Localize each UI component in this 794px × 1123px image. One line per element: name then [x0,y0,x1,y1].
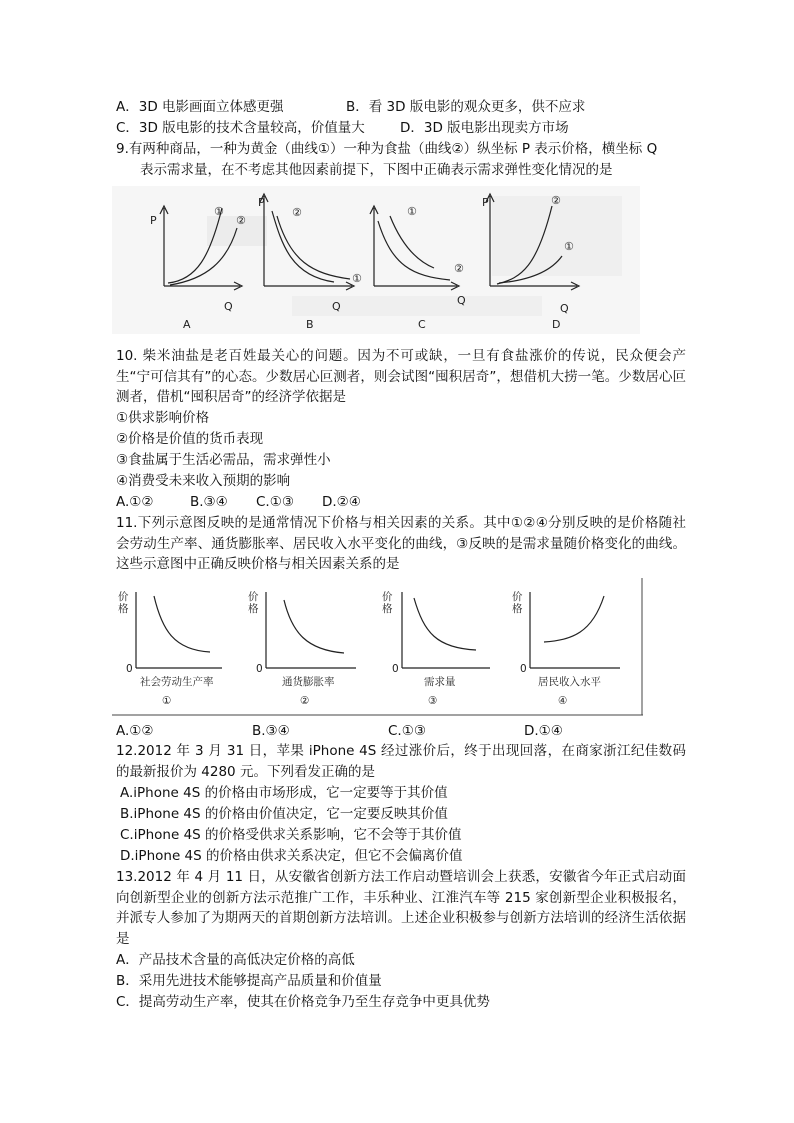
q12-option-d: D.iPhone 4S 的价格由供求关系决定，但它不会偏离价值 [120,848,463,864]
q11-price-figure [112,578,644,716]
q9-a-ylabel: P [150,214,157,227]
q8-option-a: A．3D 电影画面立体感更强 [116,99,284,115]
q10-option-a: A.①② [116,494,154,510]
q11-panel-2 [266,592,356,668]
q9-a-letter: A [183,318,191,331]
q11-option-b: B.③④ [252,723,290,739]
q9-b-curve2: ① [352,272,362,285]
q9-stem-line1: 9.有两种商品，一种为黄金（曲线①）一种为食盐（曲线②）纵坐标 P 表示价格，横坐标 Q [116,141,658,157]
q13-stem: 13.2012 年 4 月 11 日，从安徽省创新方法工作启动暨培训会上获悉，安徽省今年正式启动面向创新型企业的创新方法示范推广工作，丰乐种业、江淮汽车等 215 家创新型企业积极报名，并派专人参加了为期两天的首期创新方法培训。上述企业积极参与创新方法培训的经济生活依据是 [116,869,686,947]
q10-item-4: ④消费受未来收入预期的影响 [116,473,291,489]
q9-a-xlabel: Q [224,300,233,313]
q9-d-ylabel: P [482,196,489,209]
q13-option-a: A．产品技术含量的高低决定价格的高低 [116,952,355,968]
q9-c-letter: C [418,318,426,331]
q9-d-xlabel: Q [560,302,569,315]
q9-c-curve1: ① [407,205,417,218]
q10-item-3: ③食盐属于生活必需品，需求弹性小 [116,452,331,468]
q9-a-curve2: ② [236,214,246,227]
q9-c-curve2: ② [454,262,464,275]
q11-p1-num: ① [162,695,172,707]
q11-p1-xlabel: 社会劳动生产率 [140,676,214,688]
q12-option-c: C.iPhone 4S 的价格受供求关系影响，它不会等于其价值 [120,827,462,843]
q13-option-c: C．提高劳动生产率，使其在价格竞争乃至生存竞争中更具优势 [116,994,490,1010]
q11-p3-xlabel: 需求量 [424,676,456,688]
q11-option-c: C.①③ [388,723,426,739]
q11-p3-ylabel-top: 价 [382,591,393,603]
q9-b-ylabel: P [258,196,265,209]
q12-stem: 12.2012 年 3 月 31 日，苹果 iPhone 4S 经过涨价后，终于出现回落，在商家浙江纪佳数码的最新报价为 4280 元。下列看发正确的是 [116,743,686,780]
q8-option-c: C．3D 版电影的技术含量较高，价值量大 [116,120,365,136]
q9-d-curve2: ① [564,240,574,253]
q11-stem: 11.下列示意图反映的是通常情况下价格与相关因素的关系。其中①②④分别反映的是价格随社会劳动生产率、通货膨胀率、居民收入水平变化的曲线，③反映的是需求量随价格变化的曲线。这些示意图中正确反映价格与相关因素关系的是 [116,515,686,572]
q11-p4-origin: 0 [520,663,527,675]
q9-b-curve1: ② [292,206,302,219]
q11-p4-ylabel-top: 价 [512,591,523,603]
q12-option-a: A.iPhone 4S 的价格由市场形成，它一定要等于其价值 [120,785,448,801]
q11-p2-ylabel-bottom: 格 [248,603,259,615]
q13-option-b: B．采用先进技术能够提高产品质量和价值量 [116,973,382,989]
q11-p2-xlabel: 通货膨胀率 [282,676,335,688]
q11-option-d: D.①④ [524,723,563,739]
q11-p3-origin: 0 [392,663,399,675]
q9-stem-line2: 表示需求量，在不考虑其他因素前提下，下图中正确表示需求弹性变化情况的是 [140,162,613,178]
q9-b-xlabel: Q [332,300,341,313]
q11-p2-ylabel-top: 价 [248,591,259,603]
q11-p4-xlabel: 居民收入水平 [538,676,601,688]
q10-item-1: ①供求影响价格 [116,410,210,426]
q11-panel-1 [136,592,222,668]
q10-stem: 10. 柴米油盐是老百姓最关心的问题。因为不可或缺，一旦有食盐涨价的传说，民众便会产生“宁可信其有”的心态。少数居心叵测者，则会试图“囤积居奇”，想借机大捞一笔。少数居心叵测者，借机“囤积居奇”的经济学依据是 [116,348,686,405]
q11-option-a: A.①② [116,723,154,739]
q9-b-letter: B [306,318,314,331]
q11-p1-origin: 0 [126,663,133,675]
q8-option-d: D．3D 版电影出现卖方市场 [400,120,569,136]
q8-option-b: B．看 3D 版电影的观众更多，供不应求 [346,99,586,115]
q11-p3-ylabel-bottom: 格 [382,603,393,615]
q11-p3-num: ③ [428,695,438,707]
q10-option-b: B.③④ [190,494,228,510]
q10-option-c: C.①③ [256,494,294,510]
q11-p2-origin: 0 [256,663,263,675]
q11-p4-ylabel-bottom: 格 [512,603,523,615]
q9-a-curve1: ① [214,205,224,218]
q9-c-xlabel: Q [457,294,466,307]
q11-p1-ylabel-bottom: 格 [118,603,129,615]
q10-option-d: D.②④ [322,494,361,510]
q11-p1-ylabel-top: 价 [118,591,129,603]
q9-elasticity-figure [112,186,640,334]
q11-panel-4 [530,592,620,668]
q12-option-b: B.iPhone 4S 的价格由价值决定，它一定要反映其价值 [120,806,448,822]
q11-panel-3 [402,592,490,668]
q11-p2-num: ② [300,695,310,707]
q11-p4-num: ④ [558,695,568,707]
q10-item-2: ②价格是价值的货币表现 [116,431,264,447]
q9-d-curve1: ② [551,194,561,207]
q9-d-letter: D [552,318,561,331]
